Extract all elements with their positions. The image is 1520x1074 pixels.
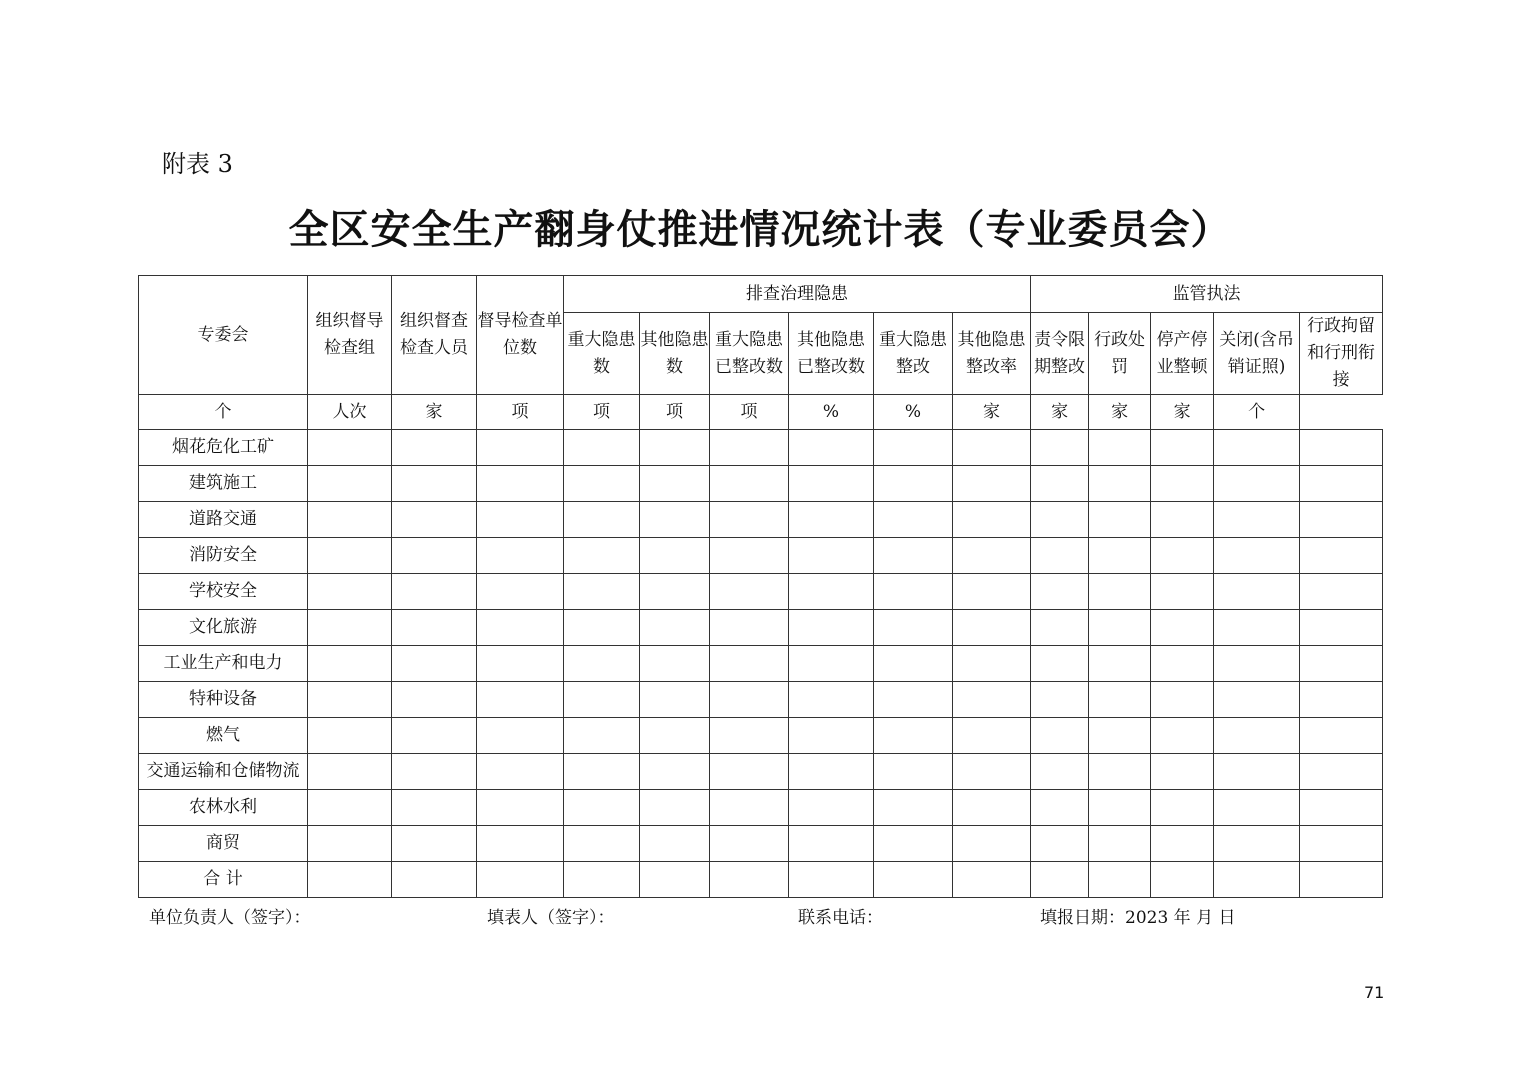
- data-cell[interactable]: [710, 790, 789, 826]
- data-cell[interactable]: [789, 754, 874, 790]
- data-cell[interactable]: [308, 502, 392, 538]
- data-cell[interactable]: [710, 826, 789, 862]
- data-cell[interactable]: [953, 610, 1031, 646]
- data-cell[interactable]: [789, 682, 874, 718]
- unit-cell: %: [789, 395, 874, 430]
- data-cell[interactable]: [789, 718, 874, 754]
- data-cell[interactable]: [477, 574, 564, 610]
- column-header: 其他隐患数: [640, 313, 710, 395]
- data-cell[interactable]: [640, 682, 710, 718]
- data-cell[interactable]: [477, 646, 564, 682]
- data-cell[interactable]: [953, 646, 1031, 682]
- data-cell[interactable]: [1151, 466, 1214, 502]
- data-cell[interactable]: [1089, 466, 1151, 502]
- data-cell[interactable]: [640, 610, 710, 646]
- data-cell[interactable]: [564, 574, 640, 610]
- data-cell[interactable]: [640, 790, 710, 826]
- row-label: 建筑施工: [139, 466, 308, 502]
- data-cell[interactable]: [789, 430, 874, 466]
- responsible-signature-label: 单位负责人（签字）：: [149, 908, 311, 928]
- data-cell[interactable]: [874, 430, 953, 466]
- data-cell[interactable]: [308, 466, 392, 502]
- data-cell[interactable]: [1151, 790, 1214, 826]
- data-cell[interactable]: [308, 610, 392, 646]
- data-cell[interactable]: [1089, 538, 1151, 574]
- data-cell[interactable]: [874, 718, 953, 754]
- table-row: [139, 826, 1383, 862]
- data-cell[interactable]: [392, 574, 477, 610]
- column-header: 重大隐患已整改数: [710, 313, 789, 395]
- data-cell[interactable]: [874, 646, 953, 682]
- data-cell[interactable]: [564, 466, 640, 502]
- data-cell[interactable]: [874, 862, 953, 898]
- data-cell[interactable]: [710, 466, 789, 502]
- data-cell[interactable]: [564, 718, 640, 754]
- data-cell[interactable]: [874, 466, 953, 502]
- data-cell[interactable]: [1031, 466, 1089, 502]
- data-cell[interactable]: [477, 610, 564, 646]
- data-cell[interactable]: [1151, 862, 1214, 898]
- data-cell[interactable]: [564, 790, 640, 826]
- data-cell[interactable]: [640, 538, 710, 574]
- table-row: [139, 430, 1383, 466]
- data-cell[interactable]: [477, 862, 564, 898]
- data-cell[interactable]: [1214, 646, 1300, 682]
- data-cell[interactable]: [789, 826, 874, 862]
- data-cell[interactable]: [392, 538, 477, 574]
- data-cell[interactable]: [392, 790, 477, 826]
- data-cell[interactable]: [1151, 502, 1214, 538]
- data-cell[interactable]: [789, 646, 874, 682]
- report-date-label: 填报日期：2023 年 月 日: [1040, 908, 1236, 928]
- data-cell[interactable]: [710, 646, 789, 682]
- data-cell[interactable]: [392, 430, 477, 466]
- data-cell[interactable]: [710, 718, 789, 754]
- data-cell[interactable]: [789, 862, 874, 898]
- data-cell[interactable]: [1089, 682, 1151, 718]
- data-cell[interactable]: [392, 682, 477, 718]
- row-label: 燃气: [139, 718, 308, 754]
- data-cell[interactable]: [1031, 610, 1089, 646]
- data-cell[interactable]: [477, 430, 564, 466]
- table-row: [139, 754, 1383, 790]
- column-header: 组织督查检查人员: [392, 276, 477, 395]
- data-cell[interactable]: [1031, 502, 1089, 538]
- unit-cell: 家: [1031, 395, 1089, 430]
- data-cell[interactable]: [1089, 754, 1151, 790]
- data-cell[interactable]: [874, 502, 953, 538]
- column-header: 行政处罚: [1089, 313, 1151, 395]
- row-label: 学校安全: [139, 574, 308, 610]
- data-cell[interactable]: [640, 430, 710, 466]
- data-cell[interactable]: [789, 538, 874, 574]
- data-cell[interactable]: [1151, 430, 1214, 466]
- data-cell[interactable]: [564, 826, 640, 862]
- data-cell[interactable]: [1300, 466, 1383, 502]
- data-cell[interactable]: [1151, 538, 1214, 574]
- data-cell[interactable]: [1031, 754, 1089, 790]
- data-cell[interactable]: [953, 502, 1031, 538]
- table-row: [139, 718, 1383, 754]
- column-header: 督导检查单位数: [477, 276, 564, 395]
- data-cell[interactable]: [1300, 646, 1383, 682]
- data-cell[interactable]: [1089, 574, 1151, 610]
- data-cell[interactable]: [640, 466, 710, 502]
- data-cell[interactable]: [1089, 430, 1151, 466]
- data-cell[interactable]: [392, 502, 477, 538]
- table-row: [139, 790, 1383, 826]
- data-cell[interactable]: [1214, 682, 1300, 718]
- data-cell[interactable]: [1151, 574, 1214, 610]
- data-cell[interactable]: [1214, 538, 1300, 574]
- data-cell[interactable]: [564, 862, 640, 898]
- phone-label: 联系电话：: [798, 908, 883, 928]
- data-cell[interactable]: [710, 862, 789, 898]
- data-cell[interactable]: [1089, 826, 1151, 862]
- data-cell[interactable]: [308, 754, 392, 790]
- data-cell[interactable]: [308, 862, 392, 898]
- data-cell[interactable]: [392, 862, 477, 898]
- data-cell[interactable]: [1214, 574, 1300, 610]
- data-cell[interactable]: [1089, 646, 1151, 682]
- data-cell[interactable]: [308, 538, 392, 574]
- data-cell[interactable]: [789, 574, 874, 610]
- data-cell[interactable]: [392, 826, 477, 862]
- data-cell[interactable]: [1031, 538, 1089, 574]
- data-cell[interactable]: [953, 466, 1031, 502]
- corner-header: 专委会: [139, 276, 308, 395]
- data-cell[interactable]: [710, 754, 789, 790]
- table-row: [139, 466, 1383, 502]
- data-cell[interactable]: [1214, 826, 1300, 862]
- column-header: 行政拘留和行刑衔接: [1300, 313, 1383, 395]
- data-cell[interactable]: [874, 790, 953, 826]
- data-cell[interactable]: [789, 790, 874, 826]
- page-number: 71: [1364, 983, 1385, 1002]
- unit-cell: 个: [139, 395, 308, 430]
- data-cell[interactable]: [953, 682, 1031, 718]
- unit-cell: 项: [710, 395, 789, 430]
- data-cell[interactable]: [874, 754, 953, 790]
- unit-cell: 项: [640, 395, 710, 430]
- data-cell[interactable]: [392, 466, 477, 502]
- row-label: 特种设备: [139, 682, 308, 718]
- data-cell[interactable]: [640, 754, 710, 790]
- data-cell[interactable]: [1031, 682, 1089, 718]
- data-cell[interactable]: [1300, 610, 1383, 646]
- table-row: [139, 574, 1383, 610]
- data-cell[interactable]: [953, 538, 1031, 574]
- statistics-table: [138, 275, 1383, 898]
- data-cell[interactable]: [308, 430, 392, 466]
- data-cell[interactable]: [640, 718, 710, 754]
- data-cell[interactable]: [1300, 574, 1383, 610]
- data-cell[interactable]: [1214, 502, 1300, 538]
- data-cell[interactable]: [1214, 718, 1300, 754]
- data-cell[interactable]: [1300, 538, 1383, 574]
- data-cell[interactable]: [564, 646, 640, 682]
- data-cell[interactable]: [564, 430, 640, 466]
- data-cell[interactable]: [1214, 754, 1300, 790]
- unit-cell: 家: [1151, 395, 1214, 430]
- data-cell[interactable]: [1031, 718, 1089, 754]
- column-header: 关闭(含吊销证照): [1214, 313, 1300, 395]
- data-cell[interactable]: [789, 466, 874, 502]
- row-label: 合 计: [139, 862, 308, 898]
- unit-cell: 个: [1214, 395, 1300, 430]
- data-cell[interactable]: [477, 682, 564, 718]
- column-header: 重大隐患数: [564, 313, 640, 395]
- data-cell[interactable]: [1300, 682, 1383, 718]
- row-label: 烟花危化工矿: [139, 430, 308, 466]
- data-cell[interactable]: [1151, 718, 1214, 754]
- data-cell[interactable]: [1214, 862, 1300, 898]
- data-cell[interactable]: [308, 682, 392, 718]
- data-cell[interactable]: [564, 502, 640, 538]
- row-label: 消防安全: [139, 538, 308, 574]
- data-cell[interactable]: [564, 682, 640, 718]
- data-cell[interactable]: [392, 646, 477, 682]
- data-cell[interactable]: [953, 574, 1031, 610]
- data-cell[interactable]: [1151, 682, 1214, 718]
- column-header: 其他隐患已整改数: [789, 313, 874, 395]
- unit-cell: 项: [564, 395, 640, 430]
- data-cell[interactable]: [953, 718, 1031, 754]
- data-cell[interactable]: [640, 862, 710, 898]
- data-cell[interactable]: [874, 574, 953, 610]
- data-cell[interactable]: [640, 502, 710, 538]
- data-cell[interactable]: [640, 574, 710, 610]
- table-row: [139, 646, 1383, 682]
- table-row: [139, 682, 1383, 718]
- table-row: [139, 610, 1383, 646]
- data-cell[interactable]: [477, 502, 564, 538]
- data-cell[interactable]: [1300, 502, 1383, 538]
- data-cell[interactable]: [1031, 574, 1089, 610]
- row-label: 文化旅游: [139, 610, 308, 646]
- data-cell[interactable]: [477, 790, 564, 826]
- data-cell[interactable]: [477, 538, 564, 574]
- data-cell[interactable]: [874, 610, 953, 646]
- data-cell[interactable]: [1300, 430, 1383, 466]
- data-cell[interactable]: [1031, 430, 1089, 466]
- column-header: 重大隐患整改: [874, 313, 953, 395]
- data-cell[interactable]: [1214, 430, 1300, 466]
- data-cell[interactable]: [308, 646, 392, 682]
- data-cell[interactable]: [1089, 502, 1151, 538]
- data-cell[interactable]: [1151, 826, 1214, 862]
- data-cell[interactable]: [1031, 790, 1089, 826]
- data-cell[interactable]: [1214, 610, 1300, 646]
- table-row: [139, 862, 1383, 898]
- data-cell[interactable]: [953, 826, 1031, 862]
- data-cell[interactable]: [1151, 610, 1214, 646]
- data-cell[interactable]: [308, 718, 392, 754]
- data-cell[interactable]: [953, 754, 1031, 790]
- unit-cell: %: [874, 395, 953, 430]
- row-label: 商贸: [139, 826, 308, 862]
- data-cell[interactable]: [1300, 826, 1383, 862]
- data-cell[interactable]: [1089, 718, 1151, 754]
- row-label: 道路交通: [139, 502, 308, 538]
- data-cell[interactable]: [1300, 718, 1383, 754]
- unit-cell: 人次: [308, 395, 392, 430]
- data-cell[interactable]: [308, 574, 392, 610]
- unit-cell: 家: [392, 395, 477, 430]
- data-cell[interactable]: [1300, 754, 1383, 790]
- table-row: [139, 538, 1383, 574]
- row-label: 农林水利: [139, 790, 308, 826]
- column-header: 组织督导检查组: [308, 276, 392, 395]
- data-cell[interactable]: [710, 502, 789, 538]
- data-cell[interactable]: [1300, 862, 1383, 898]
- data-cell[interactable]: [392, 754, 477, 790]
- data-cell[interactable]: [392, 610, 477, 646]
- row-label: 交通运输和仓储物流: [139, 754, 308, 790]
- table-row: [139, 502, 1383, 538]
- data-cell[interactable]: [710, 682, 789, 718]
- units-row: [139, 395, 1383, 430]
- data-cell[interactable]: [710, 610, 789, 646]
- data-cell[interactable]: [710, 574, 789, 610]
- data-cell[interactable]: [1031, 646, 1089, 682]
- group-header-enforcement: 监管执法: [1031, 276, 1383, 313]
- filler-signature-label: 填表人（签字）：: [487, 908, 615, 928]
- data-cell[interactable]: [640, 646, 710, 682]
- data-cell[interactable]: [392, 718, 477, 754]
- data-cell[interactable]: [789, 502, 874, 538]
- data-cell[interactable]: [953, 862, 1031, 898]
- data-cell[interactable]: [477, 754, 564, 790]
- data-cell[interactable]: [564, 538, 640, 574]
- column-header: 其他隐患整改率: [953, 313, 1031, 395]
- unit-cell: 家: [953, 395, 1031, 430]
- data-cell[interactable]: [1151, 754, 1214, 790]
- data-cell[interactable]: [1031, 826, 1089, 862]
- data-cell[interactable]: [477, 826, 564, 862]
- data-cell[interactable]: [1031, 862, 1089, 898]
- data-cell[interactable]: [1214, 790, 1300, 826]
- data-cell[interactable]: [564, 610, 640, 646]
- row-label: 工业生产和电力: [139, 646, 308, 682]
- column-header: 停产停业整顿: [1151, 313, 1214, 395]
- data-cell[interactable]: [1151, 646, 1214, 682]
- data-cell[interactable]: [953, 430, 1031, 466]
- data-cell[interactable]: [953, 790, 1031, 826]
- data-cell[interactable]: [308, 826, 392, 862]
- page-title: 全区安全生产翻身仗推进情况统计表（专业委员会）: [288, 206, 1232, 253]
- data-cell[interactable]: [789, 610, 874, 646]
- data-cell[interactable]: [477, 466, 564, 502]
- group-header-hazard: 排查治理隐患: [564, 276, 1031, 313]
- data-cell[interactable]: [564, 754, 640, 790]
- data-cell[interactable]: [1089, 862, 1151, 898]
- annex-label: 附表 3: [162, 150, 233, 178]
- data-cell[interactable]: [1214, 466, 1300, 502]
- data-cell[interactable]: [710, 538, 789, 574]
- unit-cell: 项: [477, 395, 564, 430]
- unit-cell: 家: [1089, 395, 1151, 430]
- data-cell[interactable]: [874, 538, 953, 574]
- data-cell[interactable]: [710, 430, 789, 466]
- data-cell[interactable]: [477, 718, 564, 754]
- data-cell[interactable]: [874, 826, 953, 862]
- data-cell[interactable]: [1300, 790, 1383, 826]
- data-cell[interactable]: [308, 790, 392, 826]
- data-cell[interactable]: [640, 826, 710, 862]
- data-cell[interactable]: [1089, 790, 1151, 826]
- data-cell[interactable]: [1089, 610, 1151, 646]
- data-cell[interactable]: [874, 682, 953, 718]
- column-header: 责令限期整改: [1031, 313, 1089, 395]
